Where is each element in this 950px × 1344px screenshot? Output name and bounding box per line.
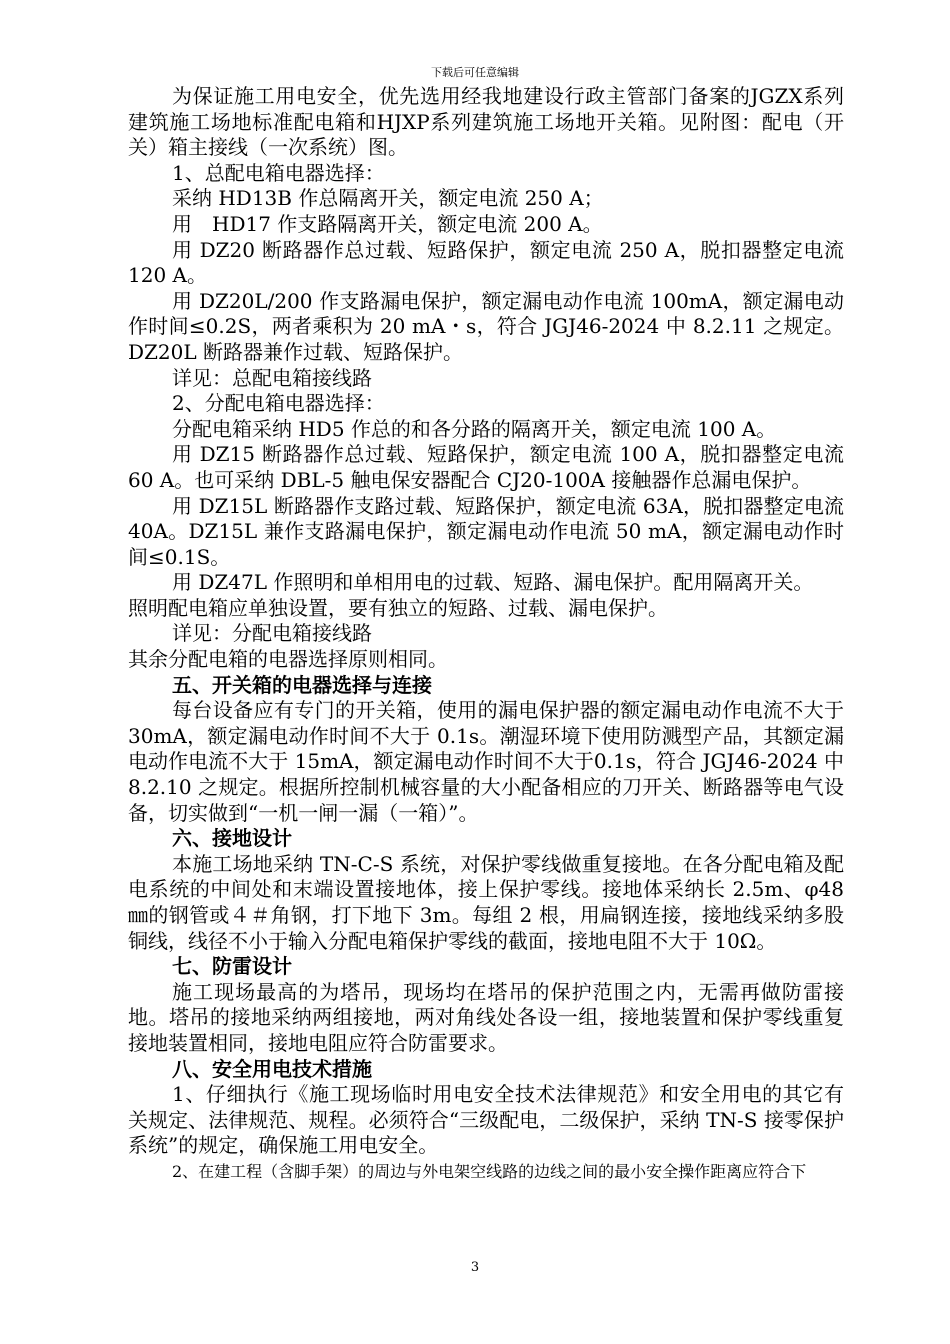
section-heading: 七、防雷设计 [172,954,292,979]
body-paragraph: 用 DZ47L 作照明和单相用电的过载、短路、漏电保护。配用隔离开关。 [172,570,814,595]
body-paragraph: 用 DZ15L 断路器作支路过载、短路保护，额定电流 63A，脱扣器整定电流 40A。DZ15L 兼作支路漏电保护，额定漏电动作电流 50 mA，额定漏电动作时间≤0.1S。 [128,493,844,569]
body-paragraph: 分配电箱采纳 HD5 作总的和各分路的隔离开关，额定电流 100 A。 [172,416,777,441]
body-paragraph: 2、分配电箱电器选择： [172,391,385,416]
body-paragraph: 为保证施工用电安全，优先选用经我地建设行政主管部门备案的JGZX系列建筑施工场地标准配电箱和HJXP系列建筑施工场地开关箱。见附图：配电（开关）箱主接线（一次系统）图。 [128,84,844,160]
section-heading: 五、开关箱的电器选择与连接 [172,672,432,697]
body-paragraph: 2、在建工程（含脚手架）的周边与外电架空线路的边线之间的最小安全操作距离应符合下 [172,1161,807,1181]
body-paragraph: 详见：分配电箱接线路 [172,621,372,646]
body-paragraph: 施工现场最高的为塔吊，现场均在塔吊的保护范围之内，无需再做防雷接地。塔吊的接地采纳两组接地，两对角线处各设一组，接地装置和保护零线重复接地装置相同，接地电阻应符合防雷要求。 [128,979,844,1055]
page-header: 下载后可任意编辑 [431,66,519,79]
body-paragraph: 照明配电箱应单独设置，要有独立的短路、过载、漏电保护。 [128,595,668,620]
body-paragraph: 用 HD17 作支路隔离开关，额定电流 200 A。 [172,211,603,236]
body-paragraph: 1、仔细执行《施工现场临时用电安全技术法律规范》和安全用电的其它有关规定、法律规范、规程。必须符合“三级配电，二级保护，采纳 TN-S 接零保护系统”的规定，确保施工用电安全。 [128,1082,844,1158]
body-paragraph: 用 DZ20 断路器作总过载、短路保护，额定电流 250 A，脱扣器整定电流 120 A。 [128,237,844,288]
document-body [128,84,844,1185]
section-heading: 六、接地设计 [172,826,292,851]
body-paragraph: 采纳 HD13B 作总隔离开关，额定电流 250 A； [172,186,604,211]
body-paragraph: 用 DZ15 断路器作总过载、短路保护，额定电流 100 A，脱扣器整定电流 60 A。也可采纳 DBL-5 触电保安器配合 CJ20-100A 接触器作总漏电保护。 [128,442,844,492]
page-number: 3 [470,1260,480,1275]
body-paragraph: 每台设备应有专门的开关箱，使用的漏电保护器的额定漏电动作电流不大于 30mA，额定漏电动作时间不大于 0.1s。潮湿环境下使用防溅型产品，其额定漏电动作电流不大于 15mA，额定漏电动作时间不大于0.1s，符合 JGJ46-2024 中 8.2.10 之规定。根据所控制机械容量的大小配备相应的刀开关、断路器等电气设备，切实做到“一机一闸一漏（一箱）”。 [128,698,844,825]
body-paragraph: 本施工场地采纳 TN-C-S 系统，对保护零线做重复接地。在各分配电箱及配电系统的中间处和末端设置接地体，接上保护零线。接地体采纳长 2.5m、φ48㎜的钢管或４＃角钢，打下地下 3m。每组 2 根，用扁钢连接，接地线采纳多股铜线，线径不小于输入分配电箱保护零线的截面，接地电阻不大于 10Ω。 [128,851,844,953]
body-paragraph: 用 DZ20L/200 作支路漏电保护，额定漏电动作电流 100mA，额定漏电动作时间≤0.2S，两者乘积为 20 mA・s，符合 JGJ46-2024 中 8.2.11 之规定。DZ20L 断路器兼作过载、短路保护。 [128,288,844,364]
section-heading: 八、安全用电技术措施 [172,1056,372,1081]
body-paragraph: 1、总配电箱电器选择： [172,160,385,185]
body-paragraph: 详见：总配电箱接线路 [172,365,372,390]
body-paragraph: 其余分配电箱的电器选择原则相同。 [128,647,448,672]
